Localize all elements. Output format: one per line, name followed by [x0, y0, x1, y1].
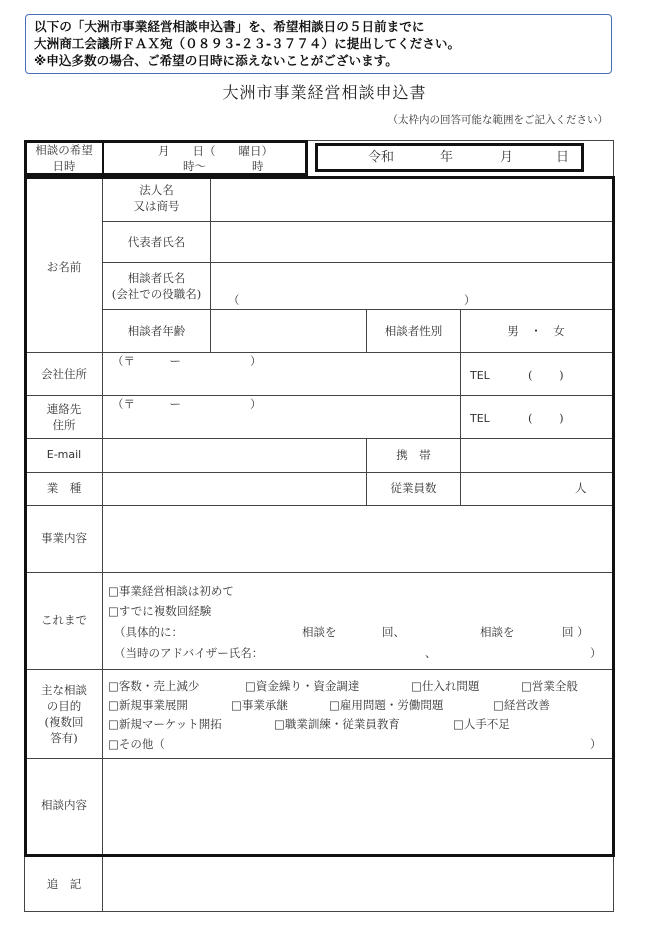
age-label: 相談者年齢	[127, 324, 186, 338]
notes-label: 追 記	[46, 877, 82, 891]
contact-tel-field[interactable]: ( )	[528, 411, 564, 425]
company-tel-field[interactable]: ( )	[528, 368, 564, 382]
purpose-checkbox-other[interactable]: □その他（	[108, 737, 165, 751]
position-paren-open[interactable]: （	[228, 293, 240, 307]
reiwa-day[interactable]: 日	[556, 150, 570, 165]
corp-name-field[interactable]	[211, 177, 612, 220]
purpose-checkbox[interactable]: □新規マーケット開拓	[108, 717, 222, 731]
position-paren-close: ）	[464, 293, 476, 307]
employees-label: 従業員数	[390, 481, 437, 495]
mobile-field[interactable]	[461, 439, 611, 471]
notice-line-3: ※申込多数の場合、ご希望の日時に添えないことがございます。	[34, 53, 398, 68]
contact-tel-label: TEL	[470, 412, 490, 425]
date-value-1[interactable]: 月 日（ 曜日）	[158, 144, 273, 158]
email-label: E-mail	[46, 448, 82, 461]
purpose-checkbox[interactable]: □仕入れ問題	[411, 679, 480, 693]
company-tel-label: TEL	[470, 369, 490, 382]
form-title: 大洲市事業経営相談申込書	[222, 83, 427, 102]
industry-field[interactable]	[103, 473, 365, 504]
purpose-checkbox[interactable]: □雇用問題・労働問題	[329, 698, 444, 712]
purpose-checkbox[interactable]: □事業承継	[231, 698, 288, 712]
history-label: これまで	[41, 613, 87, 627]
purpose-label-3: (複数回	[44, 715, 84, 729]
reiwa-label: 令和	[368, 150, 395, 165]
date-value-2[interactable]: 時～ 時	[183, 159, 264, 173]
email-field[interactable]	[103, 439, 365, 471]
consultant-name-label-2: (会社での役職名)	[111, 287, 202, 301]
purpose-label-1: 主な相談	[41, 683, 87, 697]
contact-postal[interactable]: （〒 ー ）	[112, 397, 262, 411]
rep-name-field[interactable]	[211, 222, 612, 261]
history-first-checkbox[interactable]: □事業経営相談は初めて	[108, 584, 234, 598]
contact-label-2: 住所	[52, 418, 76, 432]
notice-line-2: 大洲商工会議所ＦＡＸ宛（０８９３-２３-３７７４）に提出してください。	[34, 36, 461, 51]
history-multiple-checkbox[interactable]: □すでに複数回経験	[108, 604, 212, 618]
gender-options[interactable]: 男 ・ 女	[507, 324, 565, 338]
purpose-checkbox[interactable]: □職業訓練・従業員教育	[274, 717, 400, 731]
purpose-checkbox[interactable]: □客数・売上減少	[108, 679, 200, 693]
corp-name-label-2: 又は商号	[133, 199, 180, 213]
history-specific-c: 回、	[382, 625, 405, 639]
purpose-label-4: 答有)	[50, 731, 78, 745]
history-specific-d: 相談を	[480, 625, 515, 639]
consult-content-label: 相談内容	[41, 798, 87, 812]
history-specific-e: 回 ）	[562, 625, 589, 639]
consult-content-field[interactable]	[103, 760, 611, 853]
employees-unit: 人	[575, 481, 587, 495]
purpose-other-close: ）	[590, 737, 602, 751]
form-subnote: （太枠内の回答可能な範囲をご記入ください）	[387, 114, 608, 126]
purpose-label-2: の目的	[46, 699, 82, 713]
notice-line-1: 以下の「大洲市事業経営相談申込書」を、希望相談日の５日前までに	[34, 19, 425, 34]
contact-label-1: 連絡先	[46, 402, 82, 416]
history-specific-a: （具体的に：	[114, 625, 183, 639]
history-advisor-a: （当時のアドバイザー氏名：	[114, 646, 264, 660]
purpose-checkbox[interactable]: □人手不足	[453, 717, 510, 731]
date-label-2: 日時	[52, 159, 76, 173]
date-label-1: 相談の希望	[35, 143, 93, 157]
corp-name-label-1: 法人名	[139, 183, 174, 197]
history-advisor-c: ）	[590, 646, 602, 660]
history-advisor-b: 、	[425, 646, 437, 660]
purpose-checkbox[interactable]: □経営改善	[493, 698, 550, 712]
industry-label: 業 種	[46, 481, 82, 495]
rep-name-label: 代表者氏名	[127, 235, 186, 249]
history-specific-b: 相談を	[302, 625, 337, 639]
purpose-checkbox[interactable]: □営業全般	[521, 679, 578, 693]
business-field[interactable]	[103, 506, 611, 571]
reiwa-month[interactable]: 月	[500, 150, 514, 165]
purpose-checkbox[interactable]: □新規事業展開	[108, 698, 188, 712]
gender-label: 相談者性別	[384, 324, 443, 338]
mobile-label: 携 帯	[396, 448, 431, 462]
notes-field[interactable]	[103, 858, 612, 910]
company-postal[interactable]: （〒 ー ）	[112, 354, 262, 368]
age-field[interactable]	[211, 310, 365, 351]
name-group-label: お名前	[46, 260, 82, 274]
consultant-name-label-1: 相談者氏名	[127, 271, 186, 285]
notice-box	[25, 14, 612, 74]
reiwa-year[interactable]: 年	[440, 150, 454, 165]
business-label: 事業内容	[41, 531, 87, 545]
company-address-label: 会社住所	[41, 367, 87, 381]
purpose-checkbox[interactable]: □資金繰り・資金調達	[245, 679, 360, 693]
